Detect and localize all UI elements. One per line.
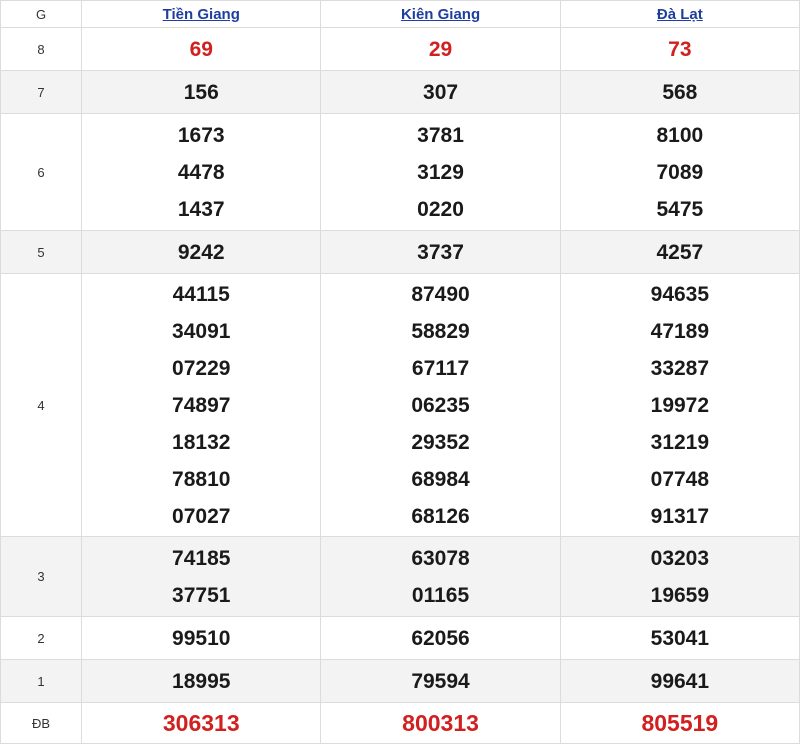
result-number: 94635 (650, 282, 710, 306)
result-number: 87490 (411, 282, 470, 306)
table-header-row (1, 1, 800, 28)
result-number: 37751 (172, 583, 231, 607)
result-cell (321, 71, 560, 114)
prize-label: 8 (1, 28, 82, 71)
result-cell (560, 617, 799, 660)
result-number: 68126 (411, 504, 470, 528)
result-cell (321, 617, 560, 660)
result-cell (560, 274, 799, 537)
prize-label: 7 (1, 71, 82, 114)
jackpot-number: 306313 (162, 710, 240, 736)
result-cell (82, 617, 321, 660)
result-cell (321, 703, 560, 744)
prize-row-5 (1, 231, 800, 274)
prize-row-2 (1, 617, 800, 660)
result-number: 1437 (177, 197, 225, 221)
result-number: 07229 (172, 356, 231, 380)
result-cell (560, 114, 799, 231)
prize-row-special (1, 703, 800, 744)
result-number: 69 (189, 37, 213, 61)
result-cell (321, 114, 560, 231)
result-cell (560, 703, 799, 744)
prize-row-8 (1, 28, 800, 71)
result-cell (82, 660, 321, 703)
result-number: 33287 (650, 356, 710, 380)
result-cell (321, 660, 560, 703)
province-link-tien-giang[interactable]: Tiền Giang (162, 5, 240, 23)
prize-label: 2 (1, 617, 82, 660)
result-number: 07027 (172, 504, 231, 528)
result-number: 91317 (650, 504, 710, 528)
result-cell (560, 660, 799, 703)
result-cell (82, 537, 321, 617)
result-cell (560, 71, 799, 114)
result-number: 78810 (172, 467, 231, 491)
result-number: 3781 (417, 123, 464, 147)
result-number: 5475 (656, 197, 704, 221)
result-number: 47189 (650, 319, 710, 343)
result-number: 7089 (656, 160, 704, 184)
result-cell (82, 28, 321, 71)
prize-row-3 (1, 537, 800, 617)
result-number: 01165 (411, 583, 470, 607)
result-number: 67117 (411, 356, 470, 380)
prize-row-4 (1, 274, 800, 537)
result-number: 03203 (650, 546, 710, 570)
result-number: 18132 (172, 430, 231, 454)
result-number: 06235 (411, 393, 470, 417)
prize-label: 5 (1, 231, 82, 274)
prize-row-1 (1, 660, 800, 703)
result-number: 68984 (411, 467, 470, 491)
result-number: 29352 (411, 430, 470, 454)
result-number: 0220 (417, 197, 464, 221)
province-header (82, 1, 321, 28)
province-header (321, 1, 560, 28)
result-number: 63078 (411, 546, 470, 570)
result-cell (321, 231, 560, 274)
result-number: 19972 (650, 393, 710, 417)
result-number: 568 (662, 80, 698, 104)
province-link-da-lat[interactable]: Đà Lạt (656, 5, 703, 23)
result-number: 4257 (656, 240, 704, 264)
result-number: 19659 (650, 583, 710, 607)
prize-label: 1 (1, 660, 82, 703)
result-number: 1673 (177, 123, 225, 147)
result-number: 58829 (411, 319, 470, 343)
result-number: 307 (423, 80, 459, 104)
result-number: 99641 (650, 669, 710, 693)
province-header (560, 1, 799, 28)
result-number: 29 (428, 37, 453, 61)
prize-label: 4 (1, 274, 82, 537)
result-number: 31219 (650, 430, 710, 454)
result-cell (82, 114, 321, 231)
result-number: 74897 (172, 393, 231, 417)
prize-row-7 (1, 71, 800, 114)
province-link-kien-giang[interactable]: Kiên Giang (400, 5, 481, 23)
result-number: 156 (183, 80, 219, 104)
result-cell (560, 231, 799, 274)
result-cell (82, 703, 321, 744)
result-number: 99510 (172, 626, 231, 650)
result-cell (82, 231, 321, 274)
result-number: 4478 (177, 160, 225, 184)
prize-row-6 (1, 114, 800, 231)
result-cell (321, 28, 560, 71)
result-number: 3129 (417, 160, 464, 184)
jackpot-number: 800313 (402, 710, 479, 736)
result-cell (321, 537, 560, 617)
result-cell (82, 71, 321, 114)
result-number: 8100 (656, 123, 704, 147)
result-number: 3737 (417, 240, 464, 264)
prize-label: ĐB (1, 703, 82, 744)
result-number: 53041 (650, 626, 710, 650)
result-number: 62056 (411, 626, 470, 650)
result-number: 79594 (411, 669, 470, 693)
result-number: 34091 (172, 319, 231, 343)
result-number: 9242 (177, 240, 225, 264)
result-number: 18995 (172, 669, 231, 693)
result-cell (560, 28, 799, 71)
result-cell (82, 274, 321, 537)
prize-label: 6 (1, 114, 82, 231)
result-number: 07748 (650, 467, 710, 491)
result-number: 73 (668, 37, 692, 61)
jackpot-number: 805519 (641, 710, 719, 736)
result-number: 44115 (172, 282, 230, 306)
prize-label: 3 (1, 537, 82, 617)
result-cell (560, 537, 799, 617)
result-number: 74185 (172, 546, 231, 570)
prize-column-header: G (1, 1, 82, 28)
result-cell (321, 274, 560, 537)
prize-table-body (1, 28, 800, 744)
